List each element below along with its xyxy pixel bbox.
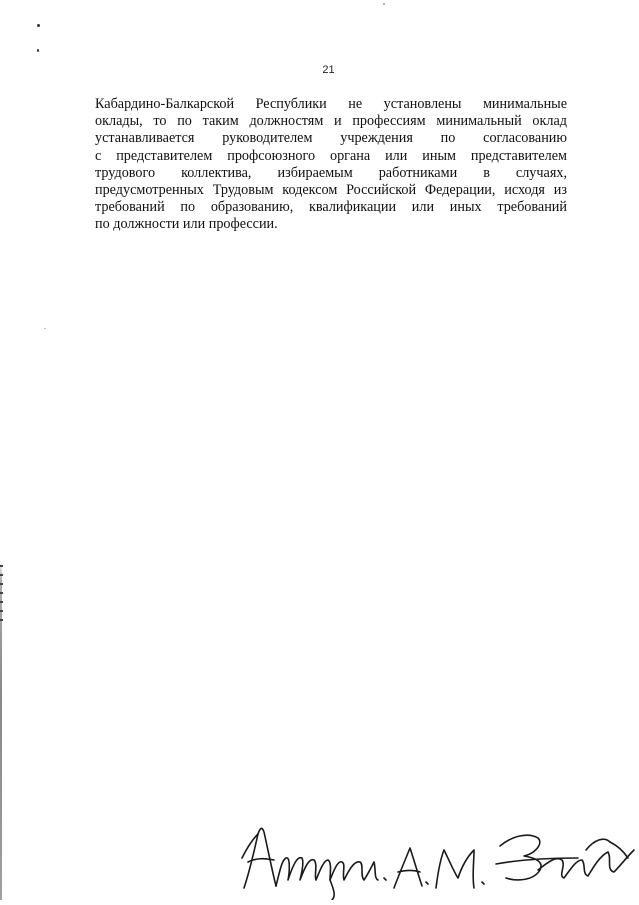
scan-speck [37,49,39,52]
text-line: оклады, то по таким должностям и профессиям минимальный оклад [95,113,567,130]
text-line: с представителем профсоюзного органа или иным представителем [95,147,567,164]
text-line: предусмотренных Трудовым кодексом Российской Федерации, исходя из [95,182,567,199]
text-line: устанавливается руководителем учреждения по согласованию [95,130,567,147]
page-number: 21 [322,64,335,76]
scan-speck [383,3,385,5]
text-line: Кабардино-Балкарской Республики не установлены минимальные [95,96,567,112]
scan-edge-marks [0,565,3,625]
handwritten-signature [238,800,638,900]
scan-speck [44,328,46,329]
text-line: требований по образованию, квалификации или иных требований [95,199,567,216]
text-line: по должности или профессии. [95,216,278,233]
text-line: трудового коллектива, избираемым работниками в случаях, [95,164,567,181]
scan-speck [37,24,40,27]
body-paragraph [95,96,567,234]
